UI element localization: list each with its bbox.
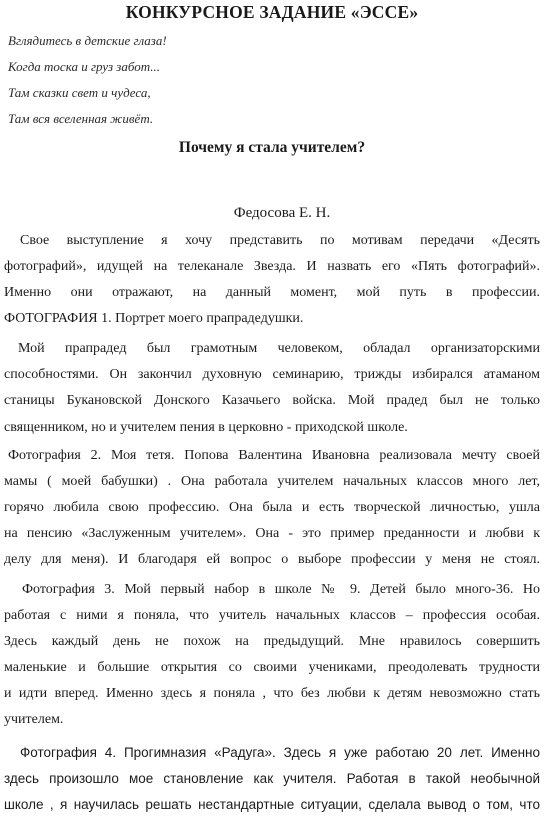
epigraph-line: Вглядитесь в детские глаза! — [8, 33, 167, 48]
text-line: Свое выступление я хочу представить по мотивам передачи «Десять — [20, 233, 540, 248]
author-name: Федосова Е. Н. — [233, 205, 331, 221]
text-line: и идти вперед. Именно здесь я поняла , что без любви к детям невозможно стать — [4, 686, 540, 701]
text-line: делу для меня). И благодаря ей вопрос о выборе профессии у меня не стоял. — [4, 552, 540, 567]
essay-heading: Почему я стала учителем? — [178, 139, 366, 156]
text-line: священником, но и учителем пения в церковно - приходской школе. — [4, 420, 408, 435]
text-line: мамы ( моей бабушки) . Она работала учителем начальных классов много лет, — [4, 474, 540, 489]
text-line: ФОТОГРАФИЯ 1. Портрет моего прапрадедушки. — [4, 311, 304, 326]
text-line: маленькие и большие открытия со своими учениками, преодолевать трудности — [4, 660, 540, 675]
document-title: КОНКУРСНОЕ ЗАДАНИЕ «ЭССЕ» — [125, 2, 419, 22]
text-line: Фотография 4. Прогимназия «Радуга». Здесь я уже работаю 20 лет. Именно — [20, 745, 540, 760]
text-line: Здесь каждый день не похож на предыдущий. Мне нравилось совершить — [4, 634, 540, 649]
text-line: здесь произошло мое становление как учителя. Работая в такой необычной — [4, 771, 540, 786]
text-line: работая с ними я поняла, что учитель начальных классов – профессия особая. — [4, 608, 540, 623]
text-line: на пенсию «Заслуженным учителем». Она - это пример преданности и любви к — [4, 526, 540, 541]
text-line: учителем. — [4, 712, 64, 727]
text-line: горячо любила свою профессию. Она была и есть творческой личностью, ушла — [4, 500, 540, 515]
epigraph-line: Когда тоска и груз забот... — [8, 59, 161, 74]
epigraph-line: Там сказки свет и чудеса, — [8, 85, 151, 100]
text-line: Мой прапрадед был грамотным человеком, обладал организаторскими — [18, 341, 540, 356]
text-line: Фотография 2. Моя тетя. Попова Валентина Ивановна реализовала мечту своей — [8, 448, 540, 463]
text-line: станицы Букановской Донского Казачьего войска. Мой прадед был не только — [4, 393, 540, 408]
text-line: Фотография 3. Мой первый набор в школе № 9. Детей было много-36. Но — [22, 582, 540, 597]
text-line: Именно они отражают, на данный момент, мой путь в профессии. — [4, 285, 540, 300]
text-line: школе , я научилась решать нестандартные ситуации, сделала вывод о том, что — [4, 797, 540, 812]
text-line: фотографий», идущей на телеканале Звезда. И назвать его «Пять фотографий». — [4, 259, 540, 274]
epigraph-line: Там вся вселенная живёт. — [8, 111, 154, 126]
text-line: способностями. Он закончил духовную семинарию, трижды избирался атаманом — [4, 367, 540, 382]
